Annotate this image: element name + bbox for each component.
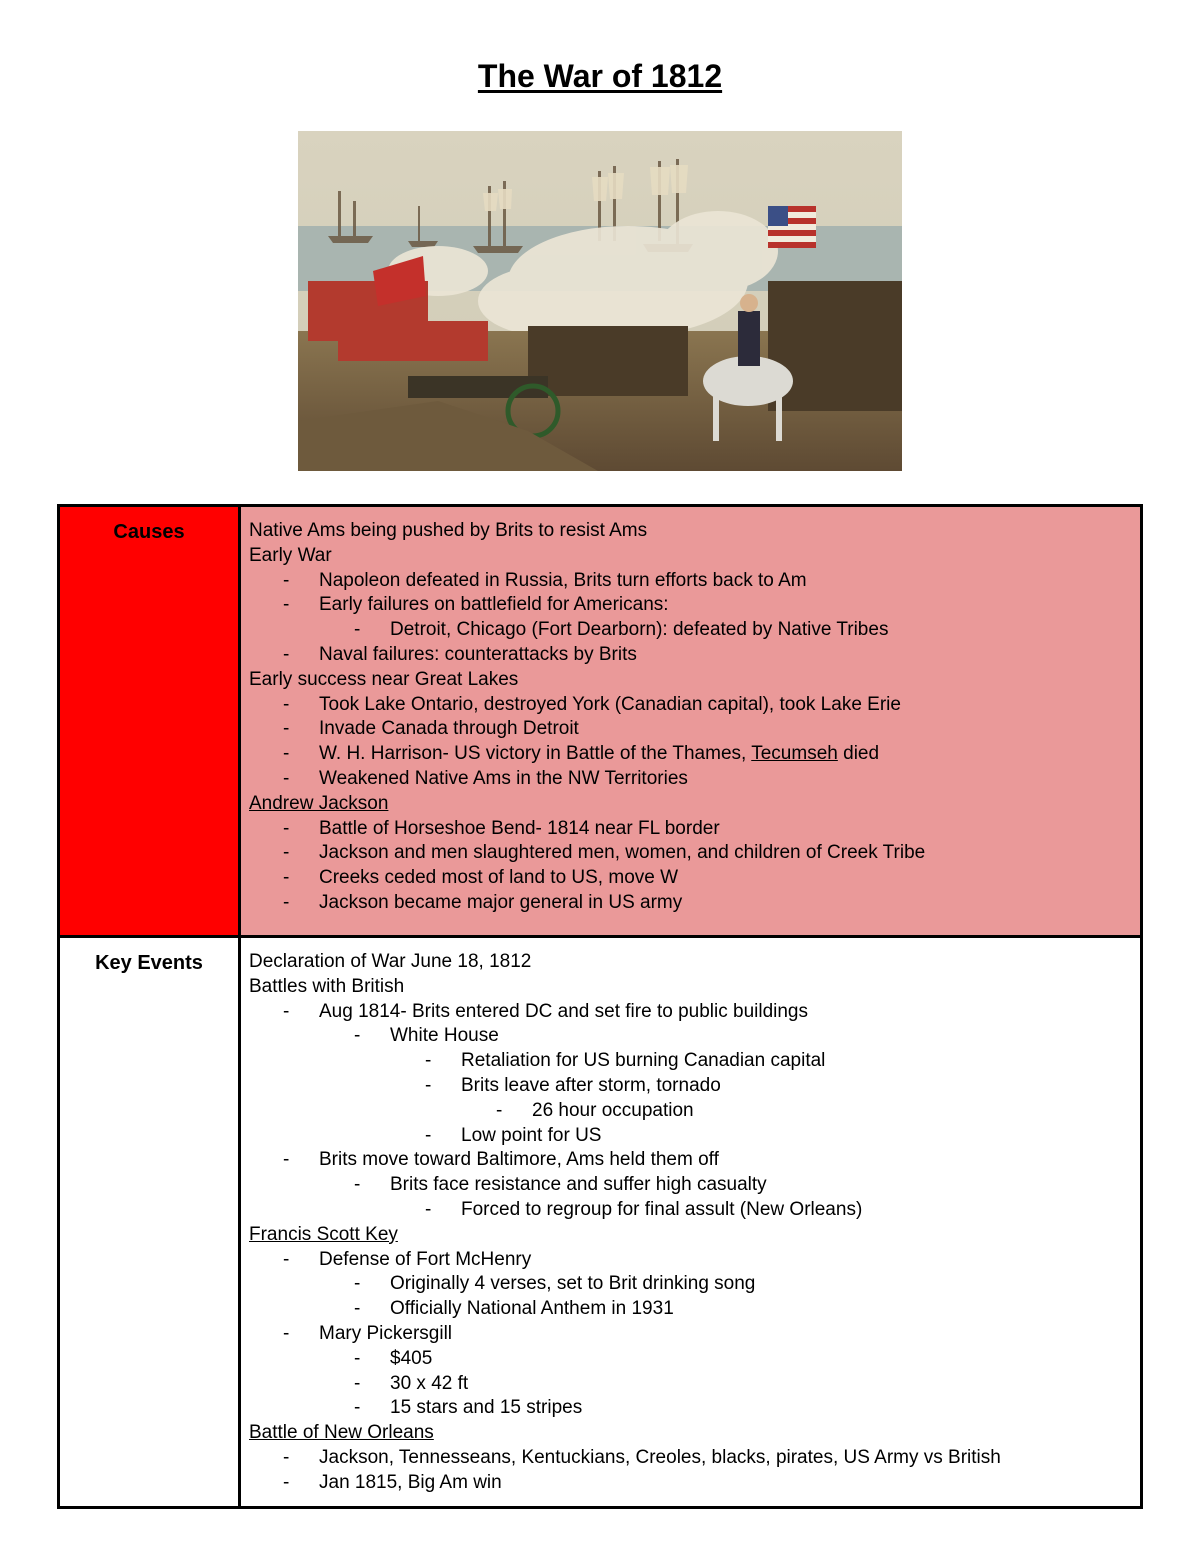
dash-bullet: - (283, 891, 290, 913)
key-events-row (59, 937, 1142, 1508)
causes-line (249, 767, 1132, 792)
line-text: Battle of New Orleans (249, 1422, 434, 1444)
dash-bullet: - (283, 1149, 290, 1171)
line-text: 15 stars and 15 stripes (390, 1397, 583, 1419)
key-events-line (249, 1396, 1132, 1421)
key-events-line (249, 1248, 1132, 1273)
causes-line (249, 544, 1132, 569)
causes-row (59, 506, 1142, 937)
dash-bullet: - (283, 842, 290, 864)
line-text: Jackson, Tennesseans, Kentuckians, Creoles, blacks, pirates, US Army vs British (319, 1446, 1001, 1468)
dash-bullet: - (354, 1347, 361, 1369)
line-text: Weakened Native Ams in the NW Territories (319, 767, 688, 789)
causes-line (249, 643, 1132, 668)
dash-bullet: - (354, 1273, 361, 1295)
key-events-line (249, 1000, 1132, 1025)
key-events-content (240, 937, 1142, 1508)
line-text: $405 (390, 1347, 433, 1369)
line-text: Brits face resistance and suffer high casualty (390, 1174, 767, 1196)
key-events-line (249, 1049, 1132, 1074)
line-text: Forced to regroup for final assult (New Orleans) (461, 1198, 863, 1220)
line-text: White House (390, 1025, 499, 1047)
causes-line (249, 519, 1132, 544)
causes-line (249, 717, 1132, 742)
line-text: Native Ams being pushed by Brits to resist Ams (249, 520, 648, 541)
notes-table (57, 504, 1143, 1509)
causes-line (249, 742, 1132, 767)
causes-line (249, 841, 1132, 866)
dash-bullet: - (283, 1446, 290, 1468)
key-events-line (249, 1148, 1132, 1173)
dash-bullet: - (283, 867, 290, 889)
dash-bullet: - (283, 643, 290, 665)
line-text: Invade Canada through Detroit (319, 718, 579, 740)
dash-bullet: - (354, 1025, 361, 1047)
dash-bullet: - (283, 693, 290, 715)
key-events-line (249, 1347, 1132, 1372)
line-text: Low point for US (461, 1124, 602, 1146)
line-text: Francis Scott Key (249, 1223, 398, 1245)
dash-bullet: - (354, 1174, 361, 1196)
dash-bullet: - (283, 743, 290, 765)
underlined-name: Tecumseh (751, 743, 838, 765)
key-events-line (249, 1446, 1132, 1471)
key-events-line (249, 1024, 1132, 1049)
line-text: Officially National Anthem in 1931 (390, 1298, 674, 1320)
dash-bullet: - (354, 1372, 361, 1394)
line-text: W. H. Harrison- US victory in Battle of the Thames, (319, 743, 752, 765)
key-events-line (249, 1297, 1132, 1322)
dash-bullet: - (283, 718, 290, 740)
dash-bullet: - (283, 594, 290, 616)
key-events-line (249, 1099, 1132, 1124)
battle-of-new-orleans-painting (298, 131, 902, 471)
causes-line (249, 817, 1132, 842)
key-events-line (249, 1322, 1132, 1347)
causes-line (249, 866, 1132, 891)
line-text: Battles with British (249, 975, 405, 997)
dash-bullet: - (496, 1099, 503, 1121)
key-events-line (249, 1372, 1132, 1397)
causes-line (249, 891, 1132, 916)
line-text: Jackson became major general in US army (319, 891, 683, 913)
key-events-line (249, 1173, 1132, 1198)
dash-bullet: - (425, 1050, 432, 1072)
line-text: Naval failures: counterattacks by Brits (319, 643, 637, 665)
causes-line (249, 792, 1132, 817)
dash-bullet: - (425, 1074, 432, 1096)
dash-bullet: - (283, 1471, 290, 1493)
key-events-line (249, 1223, 1132, 1248)
dash-bullet: - (425, 1124, 432, 1146)
line-text: Declaration of War June 18, 1812 (249, 951, 532, 972)
causes-line (249, 618, 1132, 643)
line-text: Early failures on battlefield for Americans: (319, 594, 669, 616)
key-events-line (249, 1421, 1132, 1446)
line-text: Andrew Jackson (249, 792, 389, 814)
key-events-line (249, 950, 1132, 975)
line-text: Brits move toward Baltimore, Ams held them off (319, 1149, 719, 1171)
key-events-label: Key Events (59, 937, 240, 1508)
key-events-line (249, 1198, 1132, 1223)
line-text: Aug 1814- Brits entered DC and set fire to public buildings (319, 1000, 808, 1022)
causes-line (249, 593, 1132, 618)
dash-bullet: - (425, 1198, 432, 1220)
line-text: 30 x 42 ft (390, 1372, 469, 1394)
line-text: Battle of Horseshoe Bend- 1814 near FL border (319, 817, 720, 839)
causes-content (240, 506, 1142, 937)
dash-bullet: - (283, 1248, 290, 1270)
line-text: Creeks ceded most of land to US, move W (319, 867, 679, 889)
key-events-line (249, 1471, 1132, 1496)
causes-line (249, 668, 1132, 693)
key-events-line (249, 1272, 1132, 1297)
dash-bullet: - (283, 569, 290, 591)
line-text: Retaliation for US burning Canadian capital (461, 1050, 826, 1072)
key-events-line (249, 1074, 1132, 1099)
line-text: Mary Pickersgill (319, 1322, 453, 1344)
line-text: Napoleon defeated in Russia, Brits turn efforts back to Am (319, 569, 807, 591)
line-text: Early War (249, 544, 332, 566)
dash-bullet: - (283, 1322, 290, 1344)
line-text: 26 hour occupation (532, 1099, 694, 1121)
line-text: Early success near Great Lakes (249, 668, 519, 690)
causes-label: Causes (59, 506, 240, 937)
line-text: Brits leave after storm, tornado (461, 1074, 721, 1096)
causes-line (249, 693, 1132, 718)
line-text: Detroit, Chicago (Fort Dearborn): defeated by Native Tribes (390, 619, 889, 641)
dash-bullet: - (283, 767, 290, 789)
line-text: Jackson and men slaughtered men, women, and children of Creek Tribe (319, 842, 926, 864)
line-text: Took Lake Ontario, destroyed York (Canadian capital), took Lake Erie (319, 693, 901, 715)
dash-bullet: - (354, 619, 361, 641)
dash-bullet: - (354, 1298, 361, 1320)
line-text: Defense of Fort McHenry (319, 1248, 532, 1270)
key-events-line (249, 1124, 1132, 1149)
dash-bullet: - (283, 1000, 290, 1022)
painting-american-flag (768, 206, 816, 248)
dash-bullet: - (354, 1397, 361, 1419)
line-text: Jan 1815, Big Am win (319, 1471, 502, 1493)
dash-bullet: - (283, 817, 290, 839)
line-text-after: died (837, 743, 880, 765)
page-title: The War of 1812 (477, 58, 723, 94)
causes-line (249, 569, 1132, 594)
key-events-line (249, 975, 1132, 1000)
line-text: Originally 4 verses, set to Brit drinking song (390, 1273, 756, 1295)
